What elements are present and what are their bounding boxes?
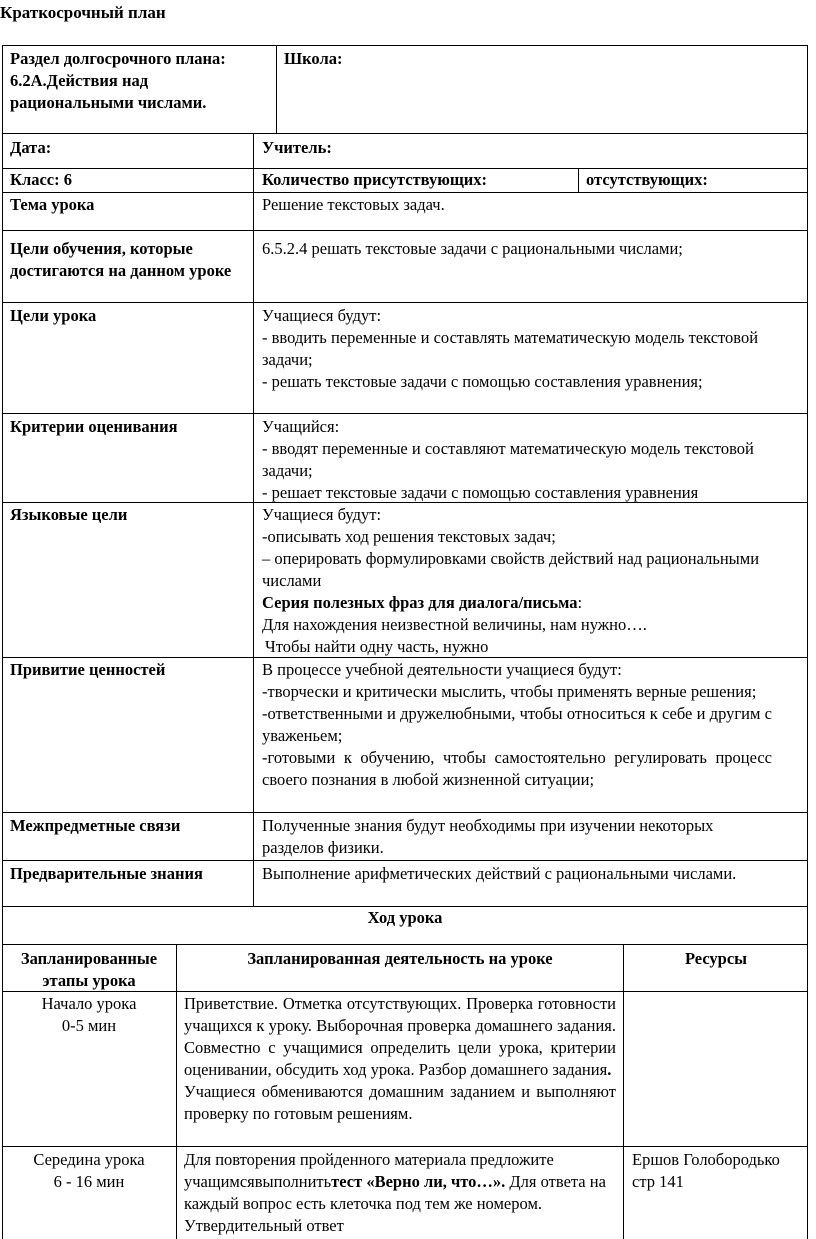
activity-text-b: Для ответа на каждый вопрос есть клеточка под тем же номером. Утвердительный ответ: [184, 1172, 606, 1235]
stage-time: 6 - 16 мин: [53, 1172, 125, 1191]
text-line: -описывать ход решения текстовых задач;: [262, 527, 556, 546]
activity-text-bold: тест «Верно ли, что…».: [331, 1172, 506, 1191]
activity-text-a: Для повторения пройденного материала предложите учащимсявыполнить: [184, 1150, 554, 1191]
absent-label: отсутствующих:: [586, 170, 708, 189]
topic-label: Тема урока: [10, 195, 95, 214]
text-line: -готовыми к обучению, чтобы самостоятельно регулировать процесс своего познания в любой жизненной ситуации;: [262, 748, 772, 789]
language-goals-label: Языковые цели: [10, 505, 128, 524]
table-line: [276, 45, 277, 133]
phrases-heading-bold: Серия полезных фраз для диалога/письма: [262, 593, 578, 612]
present-label: Количество присутствующих:: [262, 170, 488, 189]
text-line: -ответственными и дружелюбными, чтобы относиться к себе и другим с уваженьем;: [262, 704, 772, 745]
text-line: Учащиеся будут:: [262, 306, 382, 325]
values-value: [262, 659, 772, 791]
page-title: Краткосрочный план: [0, 3, 166, 22]
table-line: [2, 1146, 808, 1147]
table-line: [2, 860, 808, 861]
stage-start-activity: [184, 993, 616, 1125]
text-line: Учащийся:: [262, 417, 340, 436]
table-line: [623, 944, 624, 1239]
table-line: [176, 944, 177, 1239]
col-stages-header: Запланированные этапы урока: [20, 949, 158, 990]
table-line: [253, 133, 254, 906]
table-line: [2, 45, 808, 46]
table-line: [2, 230, 808, 231]
objectives-value: 6.5.2.4 решать текстовые задачи с рациональными числами;: [262, 239, 683, 258]
table-line: [578, 168, 579, 192]
prior-knowledge-value: Выполнение арифметических действий с рациональными числами.: [262, 864, 737, 883]
values-label: Привитие ценностей: [10, 660, 166, 679]
stage-start: [6, 993, 172, 1037]
text-line: Учащиеся будут:: [262, 505, 382, 524]
col-activity-header: Запланированная деятельность на уроке: [247, 949, 553, 968]
cross-links-value: Полученные знания будут необходимы при изучении некоторых разделов физики.: [262, 816, 714, 857]
objectives-label: Цели обучения, которые достигаются на данном уроке: [10, 239, 232, 280]
language-goals-value: [262, 504, 762, 658]
stage-name: Середина урока: [33, 1150, 145, 1169]
phrases-heading: [262, 592, 762, 614]
lesson-goals-label: Цели урока: [10, 306, 97, 325]
phrases-heading-colon: :: [577, 593, 583, 612]
table-line: [2, 45, 3, 1239]
topic-value: Решение текстовых задач.: [262, 195, 445, 214]
table-line: [2, 133, 808, 134]
table-line: [2, 302, 808, 303]
text-line: - решать текстовые задачи с помощью составления уравнения;: [262, 372, 703, 391]
school-label: Школа:: [284, 49, 343, 68]
text-line: В процессе учебной деятельности учащиеся будут:: [262, 660, 622, 679]
table-line: [2, 812, 808, 813]
stage-middle-activity: [184, 1149, 616, 1237]
phrase-line: Чтобы найти одну часть, нужно: [265, 637, 489, 656]
date-label: Дата:: [10, 138, 52, 157]
activity-text-dot: .: [607, 1060, 612, 1079]
text-line: - вводить переменные и составлять математическую модель текстовой задачи;: [262, 328, 759, 369]
stage-name: Начало урока: [41, 994, 137, 1013]
table-line: [2, 192, 808, 193]
activity-text: Учащиеся обмениваются домашним заданием и выполняют проверку по готовым решениям.: [184, 1082, 616, 1123]
course-title: Ход урока: [367, 908, 443, 927]
cross-links-label: Межпредметные связи: [10, 816, 181, 835]
stage-middle: [6, 1149, 172, 1193]
stage-middle-resources: Ершов Голобородько стр 141: [632, 1150, 780, 1191]
col-resources-header: Ресурсы: [684, 949, 748, 968]
table-line: [2, 944, 808, 945]
prior-knowledge-label: Предварительные знания: [10, 864, 203, 883]
section-label: Раздел долгосрочного плана: 6.2А.Действия над рациональными числами.: [10, 49, 226, 112]
criteria-value: [262, 416, 802, 504]
text-line: - вводят переменные и составляют математическую модель текстовой задачи;: [262, 439, 754, 480]
phrase-line: Для нахождения неизвестной величины, нам нужно….: [262, 615, 647, 634]
table-line: [2, 413, 808, 414]
text-line: - решает текстовые задачи с помощью составления уравнения: [262, 483, 699, 502]
stage-time: 0-5 мин: [61, 1016, 117, 1035]
class-label: Класс: 6: [10, 170, 72, 189]
text-line: -творчески и критически мыслить, чтобы применять верные решения;: [262, 682, 757, 701]
text-line: – оперировать формулировками свойств действий над рациональными числами: [262, 549, 760, 590]
teacher-label: Учитель:: [262, 138, 332, 157]
table-line: [807, 45, 808, 1239]
activity-text: [184, 993, 616, 1081]
activity-text-a: Приветствие. Отметка отсутствующих. Проверка готовности учащихся к уроку. Выборочная проверка домашнего задания. Совместно с учащимися определить цели урока, критерии оценивании, обсудить ход урока. Разбор домашнего задания: [184, 994, 616, 1079]
lesson-goals-value: [262, 305, 802, 393]
criteria-label: Критерии оценивания: [10, 417, 178, 436]
activity-text: [184, 1149, 616, 1237]
